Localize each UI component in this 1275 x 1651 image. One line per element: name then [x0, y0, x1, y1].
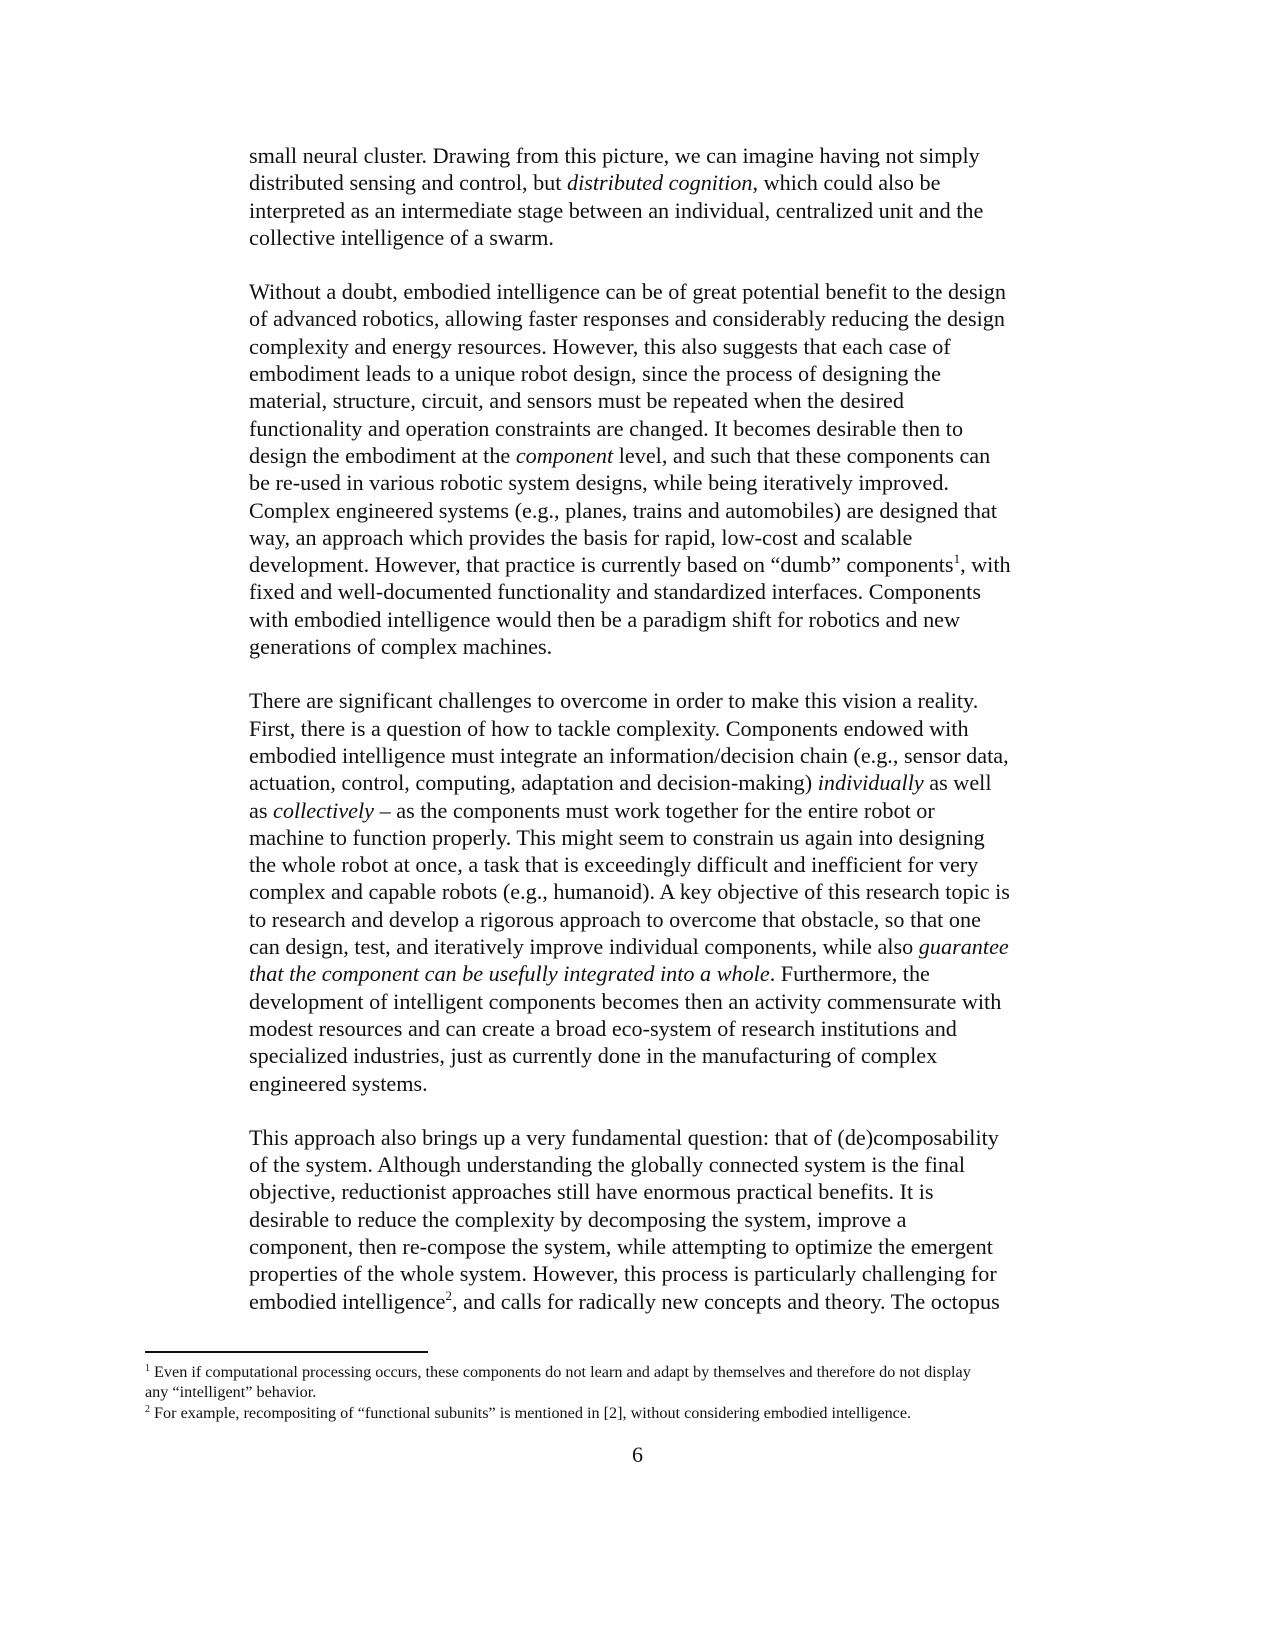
- page-number: 6: [632, 1442, 643, 1467]
- emphasis-text: that the component can be usefully integrated into a whole: [249, 961, 770, 987]
- text-run: For example, recompositing of “functional subunits” is mentioned in [2], without considering embodied intelligence.: [150, 1403, 912, 1422]
- text-line: [249, 1288, 1079, 1315]
- text-run: as: [249, 797, 274, 823]
- footnote-marker: 1: [953, 551, 961, 567]
- text-line: [249, 197, 1079, 224]
- text-run: of advanced robotics, allowing faster responses and considerably reducing the design: [249, 306, 1005, 332]
- text-run: properties of the whole system. However, this process is particularly challenging for: [249, 1261, 997, 1287]
- text-run: with embodied intelligence would then be a paradigm shift for robotics and new: [249, 606, 961, 632]
- text-run: specialized industries, just as currently done in the manufacturing of complex: [249, 1043, 938, 1069]
- emphasis-text: component: [515, 442, 614, 468]
- text-run: design the embodiment at the: [249, 442, 516, 468]
- paragraph: [249, 687, 1079, 1096]
- text-run: , with: [960, 552, 1011, 578]
- text-run: small neural cluster. Drawing from this picture, we can imagine having not simply: [249, 143, 980, 168]
- text-line: [249, 797, 1079, 824]
- text-line: [249, 360, 1079, 387]
- footnote-marker: 2: [445, 1287, 453, 1303]
- text-line: [249, 1015, 1079, 1042]
- text-run: fixed and well-documented functionality and standardized interfaces. Components: [249, 579, 981, 605]
- text-line: [249, 387, 1079, 414]
- text-run: collective intelligence of a swarm.: [249, 224, 554, 250]
- text-run: level, and such that these components can: [613, 442, 991, 468]
- text-line: [249, 988, 1079, 1015]
- text-run: development of intelligent components becomes then an activity commensurate with: [249, 988, 1002, 1014]
- footnote-marker: 2: [145, 1403, 150, 1415]
- text-line: [249, 1151, 1079, 1178]
- body-text: [249, 142, 1079, 1342]
- text-line: [249, 1233, 1079, 1260]
- text-run: as well: [923, 770, 992, 796]
- text-line: [249, 551, 1079, 578]
- text-run: Complex engineered systems (e.g., planes, trains and automobiles) are designed that: [249, 497, 998, 523]
- text-run: complexity and energy resources. However, this also suggests that each case of: [249, 333, 951, 359]
- footnote: [145, 1362, 1085, 1403]
- paragraph: [249, 142, 1079, 251]
- footnote: [145, 1403, 1085, 1423]
- text-run: interpreted as an intermediate stage between an individual, centralized unit and the: [249, 197, 984, 223]
- text-line: [249, 906, 1079, 933]
- emphasis-text: guarantee: [918, 934, 1009, 960]
- text-run: the whole robot at once, a task that is exceedingly difficult and inefficient for very: [249, 852, 979, 878]
- paragraph: [249, 278, 1079, 660]
- text-run: , which could also be: [752, 170, 941, 196]
- text-run: engineered systems.: [249, 1070, 428, 1096]
- text-run: of the system. Although understanding the globally connected system is the final: [249, 1152, 966, 1178]
- text-run: functionality and operation constraints are changed. It becomes desirable then to: [249, 415, 964, 441]
- text-line: [249, 278, 1079, 305]
- text-line: [249, 142, 1079, 169]
- text-line: [249, 606, 1079, 633]
- text-run: machine to function properly. This might seem to constrain us again into designing: [249, 824, 985, 850]
- paragraph: [249, 1124, 1079, 1315]
- text-run: complex and capable robots (e.g., humanoid). A key objective of this research topic is: [249, 879, 1010, 905]
- footnotes: [145, 1362, 1085, 1423]
- text-line: [249, 878, 1079, 905]
- text-run: objective, reductionist approaches still have enormous practical benefits. It is: [249, 1179, 934, 1205]
- text-line: [249, 742, 1079, 769]
- text-line: [249, 824, 1079, 851]
- text-run: There are significant challenges to overcome in order to make this vision a reality.: [249, 688, 979, 714]
- text-run: generations of complex machines.: [249, 634, 553, 660]
- text-run: desirable to reduce the complexity by decomposing the system, improve a: [249, 1206, 907, 1232]
- text-line: [249, 1124, 1079, 1151]
- text-line: [249, 1206, 1079, 1233]
- text-run: – as the components must work together for the entire robot or: [374, 797, 935, 823]
- text-line: [145, 1362, 1085, 1382]
- text-line: [249, 1260, 1079, 1287]
- footnote-marker: 1: [145, 1363, 150, 1374]
- text-run: to research and develop a rigorous approach to overcome that obstacle, so that one: [249, 906, 981, 932]
- text-line: [249, 578, 1079, 605]
- text-run: can design, test, and iteratively improve individual components, while also: [249, 934, 919, 960]
- text-line: [249, 169, 1079, 196]
- text-line: [249, 333, 1079, 360]
- text-line: [249, 715, 1079, 742]
- text-line: [249, 442, 1079, 469]
- text-run: First, there is a question of how to tackle complexity. Components endowed with: [249, 715, 969, 741]
- text-run: component, then re-compose the system, while attempting to optimize the emergent: [249, 1233, 993, 1259]
- text-line: [249, 851, 1079, 878]
- text-line: [249, 497, 1079, 524]
- text-run: any “intelligent” behavior.: [145, 1383, 317, 1402]
- emphasis-text: collectively: [273, 797, 375, 823]
- text-line: [249, 305, 1079, 332]
- text-run: This approach also brings up a very fundamental question: that of (de)composability: [249, 1124, 999, 1150]
- text-run: actuation, control, computing, adaptation and decision-making): [249, 770, 818, 796]
- text-run: embodied intelligence must integrate an information/decision chain (e.g., sensor data,: [249, 742, 1009, 768]
- text-line: [249, 524, 1079, 551]
- text-line: [249, 769, 1079, 796]
- text-line: [145, 1382, 1085, 1402]
- text-run: modest resources and can create a broad eco-system of research institutions and: [249, 1015, 957, 1041]
- text-line: [249, 469, 1079, 496]
- text-line: [249, 633, 1079, 660]
- text-run: way, an approach which provides the basis for rapid, low-cost and scalable: [249, 524, 913, 550]
- text-run: material, structure, circuit, and sensors must be repeated when the desired: [249, 388, 904, 414]
- text-line: [249, 415, 1079, 442]
- emphasis-text: individually: [817, 770, 924, 796]
- emphasis-text: distributed cognition: [566, 170, 753, 196]
- footnote-separator: [145, 1351, 428, 1353]
- text-line: [145, 1403, 1085, 1423]
- text-line: [249, 224, 1079, 251]
- text-run: Even if computational processing occurs, these components do not learn and adapt by themselves and therefore do not display: [150, 1363, 971, 1381]
- text-line: [249, 933, 1079, 960]
- text-line: [249, 1178, 1079, 1205]
- text-run: distributed sensing and control, but: [249, 170, 567, 196]
- text-run: . Furthermore, the: [769, 961, 930, 987]
- text-run: embodied intelligence: [249, 1288, 446, 1314]
- text-run: , and calls for radically new concepts and theory. The octopus: [452, 1288, 1000, 1314]
- text-run: embodiment leads to a unique robot design, since the process of designing the: [249, 361, 941, 387]
- text-run: be re-used in various robotic system designs, while being iteratively improved.: [249, 470, 949, 496]
- text-run: Without a doubt, embodied intelligence can be of great potential benefit to the design: [249, 279, 1006, 305]
- text-line: [249, 687, 1079, 714]
- text-line: [249, 1070, 1079, 1097]
- text-line: [249, 1042, 1079, 1069]
- text-line: [249, 960, 1079, 987]
- text-run: development. However, that practice is currently based on “dumb” components: [249, 552, 954, 578]
